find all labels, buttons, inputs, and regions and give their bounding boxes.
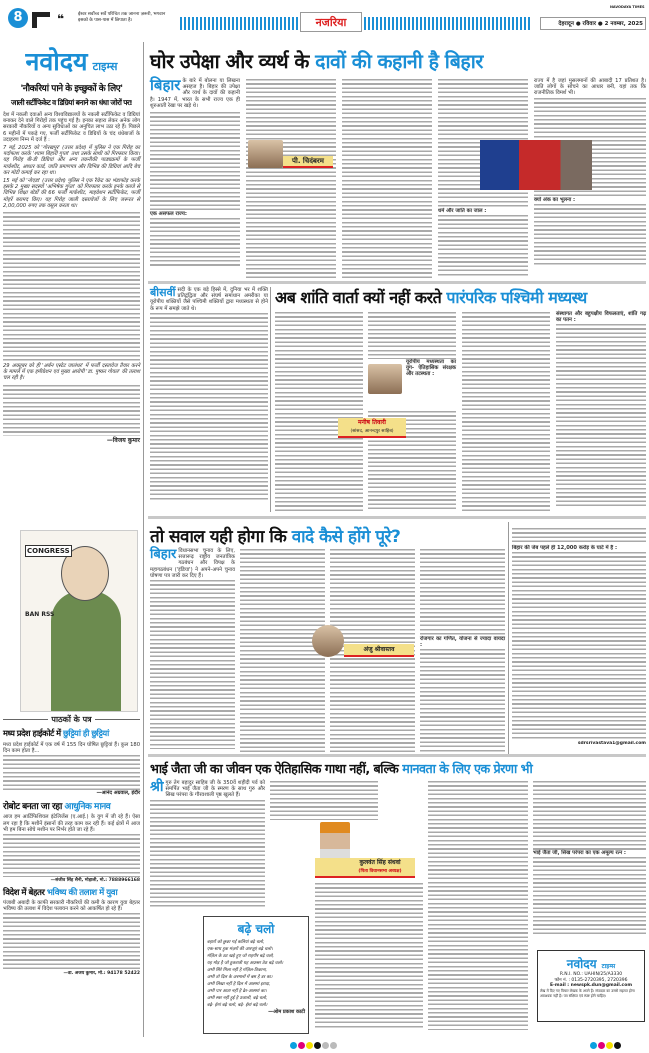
- letter-text: पंजाबी अबादी के काफी सरकारी नौकरियों की कमी के कारण युवा बेहतर भविष्य की तलाश में विदेश पलायन करने को आकर्षित हो रहे हैं।: [3, 900, 140, 913]
- article1-body: [150, 78, 646, 278]
- drop-cap: श्री: [150, 779, 164, 795]
- logo-sub: टाइम्स: [92, 60, 118, 73]
- section-divider: [148, 516, 646, 519]
- article3-col: [420, 548, 505, 753]
- article3-right-col: [512, 527, 646, 746]
- author-name: पी. चिदंबरम: [283, 156, 333, 168]
- text-lines: [150, 217, 240, 267]
- page-number-badge: 8: [8, 8, 28, 28]
- cartoon-sign: BAN RSS: [25, 611, 55, 618]
- text-lines: [462, 311, 550, 511]
- subhead: एक असफल राज्य:: [150, 211, 187, 218]
- day: रविवार: [582, 21, 597, 27]
- column-divider: [270, 287, 271, 512]
- bihar-map-image: [480, 140, 592, 190]
- author-name: मनीष तिवारी: [358, 419, 386, 426]
- author-photo: [312, 625, 344, 657]
- author-name-bar: [338, 418, 406, 438]
- city: देहरादून: [558, 21, 574, 27]
- text-lines: [342, 78, 432, 278]
- header-bracket: [32, 12, 50, 28]
- author-email: sdrsrivastava1@gmail.com: [577, 741, 646, 747]
- author-photo: [248, 140, 283, 168]
- registration-marks: [290, 1034, 338, 1053]
- text-lines: [556, 323, 646, 508]
- header-quote: ईश्वर सर्वोच्च सर्वे परिचित तक जानना ज़रूरी, भगवान इसको के पास-पास में छिपाता है।: [78, 12, 166, 23]
- text-lines: [240, 548, 325, 753]
- text-lines: [428, 780, 528, 1030]
- letters-section: [3, 714, 140, 976]
- editorial-point: 15 मई को 'नोएडा' (उत्तर प्रदेश) पुलिस ने एक रैकेट का भंडाफोड़ करके इसके 2 मुख्य सदस्यों 'अभिषेक गुप्ता' को गिरफ्तार करके इनके कब्जे से विभिन्न शिक्षा बोर्डों की 66 फर्जी मार्कशीट, माइग्रेशन सर्टीफिकेट, फर्जी मोहरें बरामद किए। यह गिरोह जाली दस्तावेजों के लिए जरूरत से 2,00,000 रुपए तक वसूल करता था।: [3, 178, 140, 209]
- article2-lead: सदी के एक बड़े हिस्से में, दुनिया भर में शक्ति प्रतिद्वंद्विता और संघर्ष समाधान अमरीका या यूरोपीय शक्तियों जैसे पश्चिमी शक्तियों द्वारा मध्यस्थता से होने के रूप में समझे जाते थे।: [150, 287, 268, 312]
- rni-number: R.N.I. NO.: UAHIN/25/A3330: [559, 972, 623, 977]
- quote-mark-icon: ❝: [57, 12, 65, 26]
- poet: —ओम प्रकाश काटी: [268, 1009, 305, 1015]
- author-name-bar: [315, 858, 415, 878]
- phone-number: फोन नं. : 0135-2720395, 2720396: [554, 978, 628, 983]
- letter-headline: मध्य प्रदेश हाईकोर्ट में छुट्टियां ही छुट्टियां: [3, 728, 109, 738]
- page-header: [0, 0, 649, 40]
- text-lines: [368, 311, 456, 359]
- text-lines: [512, 527, 646, 545]
- text-lines: [533, 780, 646, 850]
- pub-small: NAVODAYA TIMES: [610, 5, 645, 9]
- editorial-point: 7 मई, 2025 को 'गोरखपुर' (उत्तर प्रदेश) में पुलिस ने एक गिरोह का पर्दाफाश करके 'श्याम बिहारी गुप्ता' तथा उसके साथी को गिरफ्तार किया। यह गिरोह बी-डी डिग्रियां और अन्य तकनीकी पाठ्यक्रमों के फर्जी मार्कशीट, आधार कार्ड, जाति प्रमाणपत्र और विभिन्न की डिग्रियां आदि बेच कर मोटी कमाई कर रहा था।: [3, 145, 140, 176]
- subhead: क्यों अंक का भूलना :: [534, 196, 576, 203]
- cartoon-sign: CONGRESS: [27, 547, 70, 555]
- column-divider: [508, 522, 509, 754]
- disclaimer: लेख में दिए गए विचार लेखक के अपने हैं। संपादक का उससे सहमत होना आवश्यक नहीं है। पत्र संक्षिप्त एवं स्पष्ट होने चाहिए।: [540, 989, 635, 998]
- author-role: (पिता विधानसभा अध्यक्ष): [358, 869, 402, 874]
- letter-sign: —आनंद अग्रवाल, इंदौर: [96, 790, 140, 797]
- text-lines: [150, 579, 235, 749]
- section-divider: [148, 754, 646, 757]
- text-lines: [420, 648, 505, 753]
- text-lines: [150, 312, 268, 502]
- article4-col: [150, 780, 265, 907]
- article4-headline: भाई जैता जी का जीवन एक ऐतिहासिक गाथा नहीं, बल्कि मानवता के लिए एक प्रेरणा भी: [150, 761, 533, 776]
- letter-text: मध्य प्रदेश हाईकोर्ट में एक वर्ष में 155 दिन घोषित छुट्टियां हैं। कुल 180 दिन काम होता है...: [3, 742, 140, 755]
- subhead: संस्थागत और बहुपक्षीय विफलताएं, शांति गढ़ का पतन :: [556, 311, 646, 324]
- cartoon: [20, 530, 138, 712]
- poem-title: बढ़े चलो: [237, 922, 275, 936]
- text-lines: [534, 203, 646, 267]
- letter-sign: —संजीव सिंह सैनी, मोहाली, मो.: 7888966168: [50, 878, 140, 884]
- logo-main: नवोदय: [25, 47, 88, 76]
- text-lines: [275, 311, 363, 511]
- date: 2 नवम्बर, 2025: [604, 21, 643, 27]
- text-lines: [420, 548, 505, 636]
- poem-box: [203, 916, 309, 1034]
- text-lines: [315, 882, 423, 1030]
- text-lines: [246, 78, 336, 278]
- subhead: धर्म और जाति का जाल :: [438, 208, 487, 214]
- editorial-byline: —विजय कुमार: [106, 436, 140, 444]
- text-lines: [438, 214, 528, 276]
- article2-col: [368, 311, 456, 510]
- subhead: भाई जैता जी, सिख परंपरा का एक अमूल्य रत्न :: [533, 850, 626, 856]
- text-lines: [3, 211, 140, 361]
- left-editorial: [3, 44, 140, 444]
- subhead: यूरोपीय मध्यस्थता का युग- ऐतिहासिक संरक्षक और तटस्थता :: [406, 359, 456, 378]
- text-lines: [512, 551, 646, 741]
- letter-sign: —डा. अजय कुमार, मो.: 94178 52422: [63, 971, 140, 977]
- subhead: बिहार की जेब पहले ही 12,000 करोड़ के घाटे में है :: [512, 545, 618, 551]
- text-lines: [270, 780, 378, 820]
- drop-cap: बिहार: [150, 76, 181, 94]
- editorial-headline-1: 'नौकरियां पाने के इच्छुकों के लिए': [20, 84, 123, 94]
- author-photo: [368, 364, 402, 394]
- author-name: कुलवंत सिंह संधवां: [359, 859, 401, 866]
- editorial-point: 29 अक्तूबर को ही 'अर्बन एस्टेट जालंधर' में फर्जी दस्तावेज तैयार करने के मामले में एक इमीग्रेशन एवं मुख्य आरोपी 'डा. पुष्कर गोयल' की तलाश चल रही है।: [3, 363, 140, 382]
- editorial-intro: देश में नकली दवाओं अन्य विश्वविद्यालयों के नकली सर्टीफिकेट व डिग्रियां बनाकर देने वाले गिरोहों तक पहुंच गई है। इनका सहारा लेकर अनेक लोग सरकारी नौकरियों व अन्य सुविधाओं का अनुचित लाभ उठा रहे हैं। पिछले 6 महीनों में पकड़े गए, फर्जी सर्टीफिकेट व डिग्रियों के चंद धंधेबाजों के उदाहरण निम्न में दर्ज हैं :: [3, 112, 140, 143]
- article2-right-col: [556, 311, 646, 508]
- article4-lead: गुरु तेग बहादुर साहिब जी के 350वें शहीदी पर्व को समर्पित भाई जैता जी के स्मरण के साथ गुरु और सिख परंपरा के गौरवशाली पृष्ठ खुलते हैं।: [165, 780, 265, 799]
- masthead-box: [537, 950, 645, 1022]
- article3-headline: तो सवाल यही होगा कि वादे कैसे होंगे पूरे?: [150, 527, 401, 547]
- editorial-headline-2: जाली सर्टीफिकेट व डिग्रियां बनाने का धंधा जोरों पर!: [11, 98, 132, 107]
- drop-cap: बीसवीं: [150, 286, 176, 299]
- cartoon-figure: [51, 591, 121, 712]
- article1-col: [150, 78, 240, 267]
- poem-lines: बहारों को छुका गई कलियां बढ़े चलो, एक-साथ हुक मंज़रों की आरज़ूएं बढ़े चलो। मंज़िल के ठट खड़े हुए जो राहगीर बढ़े चलो, यह मोड़ है जो ठुकराती यह अफ़सर ठेठ बढ़े चलो। अभी सिरे मिला नहीं है मंज़िल-ठिकाना, अभी तो दिल के अरमानों में बस है डर का। अभी लिखा नहीं है दिल में आसमां इरादा, अभी पार आता नहीं है ढेर-आसमां का। अभी स्वर नहीं हुई है उजाली, बढ़े चलो, बढ़े- ईमां बढ़े चलो, बढ़े- ईमां बढ़े चलो।: [207, 940, 284, 1008]
- article1-lead: के बारे में बोलना या लिखना असहज है। बिहार की उपेक्षा और व्यर्थ के दावों की कहानी है। 1947 में, भारत के सभी राज्य एक ही शुरुआती रेखा पर खड़े थे।: [150, 78, 240, 109]
- text-lines: [3, 912, 140, 970]
- letter-text: आज हम आर्टिफिशियल इंटेलिजेंस (ए.आई.) के युग में जी रहे हैं। ऐसा लग रहा है कि मशीनें इंसानों की तरह काम कर रही हैं। कई क्षेत्रों में आज भी हम बिना सोचे मशीन पर निर्भर होते जा रहे हैं।: [3, 814, 140, 833]
- text-lines: [533, 856, 646, 936]
- email: E-mail : newspk.dun@gmail.com: [549, 983, 633, 988]
- section-label: नजरिया: [300, 12, 362, 32]
- letters-label: पाठकों के पत्र: [3, 714, 140, 725]
- article3-lead: विधानसभा चुनाव के लिए, सत्तारूढ़ राष्ट्रीय जनतांत्रिक गठबंधन और विपक्ष के महागठबंधन ('इंडिया') ने अपने-अपने चुनाव घोषणा पत्र जारी कर दिए हैं।: [150, 548, 235, 579]
- drop-cap: बिहार: [150, 547, 177, 562]
- masthead-logo: नवोदय टाइम्स: [566, 957, 616, 971]
- text-lines: [3, 384, 140, 436]
- text-lines: [150, 799, 265, 907]
- article1-headline: घोर उपेक्षा और व्यर्थ के दावों की कहानी है बिहार: [150, 50, 483, 73]
- article3-col: [150, 548, 235, 749]
- author-name: अंजु श्रीवास्तव: [344, 644, 414, 657]
- text-lines: [3, 833, 140, 877]
- article1-right-text: राज्य में है जहां मुसलमानों की आबादी 17 प्रतिशत है। जाति लोगों के सोचने का आधार बनी, यहां तक कि राजनीतिक विमर्श भी।: [534, 78, 646, 97]
- registration-marks: [590, 1034, 622, 1053]
- dateline: देहरादून ● रविवार ● 2 नवम्बर, 2025: [540, 17, 646, 30]
- section-divider: [148, 281, 646, 284]
- author-role: (सांसद, आनन्दपुर साहिब): [350, 429, 394, 434]
- newspaper-logo: [3, 44, 140, 78]
- article2-intro-col: [150, 287, 268, 502]
- article4-right-col: [533, 780, 646, 936]
- subhead: रोजगार का गणित, योजना से ज्यादा वायदा :: [420, 636, 505, 649]
- text-lines: [3, 754, 140, 790]
- letter-headline: रोबोट बनता जा रहा आधुनिक मानव: [3, 802, 111, 813]
- text-lines: [150, 111, 240, 211]
- column-divider: [143, 42, 144, 1037]
- letter-headline: विदेश में बेहतर भविष्य की तलाश में युवा: [3, 888, 118, 899]
- article2-headline: अब शांति वार्ता क्यों नहीं करते पारंपरिक पश्चिमी मध्यस्थ: [275, 288, 587, 307]
